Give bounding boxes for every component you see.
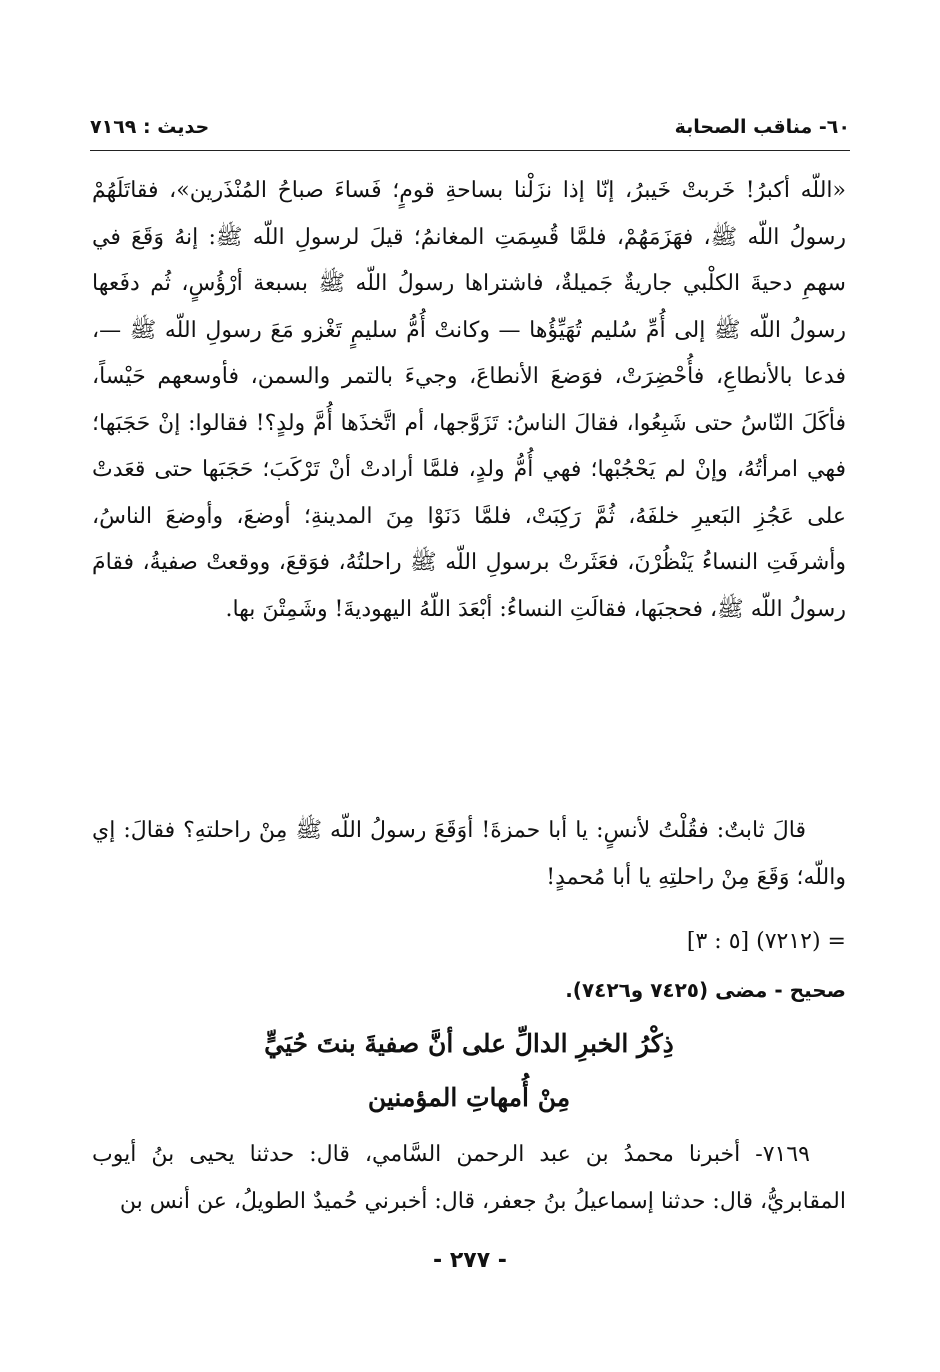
header-divider <box>90 150 850 151</box>
hadith-number-ref: حديث : ٧١٦٩ <box>90 116 210 138</box>
section-heading-line-2: مِنْ أُمهاتِ المؤمنين <box>367 1083 571 1112</box>
page-header <box>90 108 850 146</box>
chapter-title: ٦٠- مناقب الصحابة <box>674 116 850 138</box>
page-number: - ٢٧٧ - <box>433 1248 507 1273</box>
hadith-7169-chain: ٧١٦٩- أخبرنا محمدُ بن عبد الرحمن السَّامي، قال: حدثنا يحيى بنُ أيوب المقابريُّ، قال: حدثنا إسماعيلُ بنُ جعفر، قال: أخبرني حُميدٌ الطويلُ، عن أنس بن <box>92 1142 846 1214</box>
thabit-narration-paragraph: قالَ ثابتٌ: فقُلْتُ لأنسٍ: يا أبا حمزةَ! أوَقَعَ رسولُ اللّه ﷺ مِنْ راحلتهِ؟ فقالَ: إي واللّه؛ وَقَعَ مِنْ راحلتِهِ يا أبا مُحمدٍ! <box>92 818 846 890</box>
source-reference: = (٧٢١٢) [٥ : ٣] <box>686 929 846 954</box>
hadith-text-paragraph: «اللّه أكبرُ! خَربتْ خَيبرُ، إنّا إذا نزَلْنا بساحةِ قومٍ؛ فَساءَ صباحُ المُنْذَرين»، فقاتَلَهُمْ رسولُ اللّه ﷺ، فهَزَمَهُمْ، فلمَّا قُسِمَتِ المغانمُ؛ قيلَ لرسولِ اللّه ﷺ: إنهُ وَقَعَ في سهمِ دحيةَ الكلْبي جاريةٌ جَميلةٌ، فاشتراها رسولُ اللّه ﷺ بسبعة أرْؤُسٍ، ثُم دفَعها رسولُ اللّه ﷺ إلى أُمِّ سُليم تُهَيِّؤُها — وكانتْ أُمُّ سليمٍ تَغْزو مَعَ رسولِ اللّه ﷺ —، فدعا بالأنطاعِ، فأُحْضِرَتْ، فوَضعَ الأنطاعَ، وجيءَ بالتمر والسمن، فأوسعهم حَيْساً، فأكَلَ النّاسُ حتى شَبِعُوا، فقالَ الناسُ: تَزَوَّجها، أم اتَّخذَها أُمَّ ولدٍ؟! فقالوا: إنْ حَجَبَها؛ فهي امرأتُهُ، وإنْ لم يَحْجُبْها؛ فهي أُمُّ ولدٍ، فلمَّا أرادتْ أنْ تَرْكَبَ؛ حَجَبَها حتى قعَدتْ على عَجُزِ البَعيرِ خلفَهُ، ثُمَّ رَكِبَتْ، فلمَّا دَنَوْا مِنَ المدينةِ؛ أوضعَ، وأوضعَ الناسُ، وأشرفَتِ النساءُ يَنْظُرْنَ، فعَثَرتْ برسولِ اللّه ﷺ راحلتُهُ، فوَقعَ، ووقعتْ صفيةُ، فقامَ رسولُ اللّه ﷺ، فحجبَها، فقالَتِ النساءُ: أبْعَدَ اللّهُ اليهوديةَ! وشَمِتْنَ بها. <box>92 178 846 622</box>
authenticity-grade: صحيح - مضى (٧٤٢٥ و٧٤٢٦). <box>565 978 846 1002</box>
section-heading-line-1: ذِكْرُ الخبرِ الدالِّ على أنَّ صفيةَ بنتَ حُيَيٍّ <box>264 1029 674 1058</box>
